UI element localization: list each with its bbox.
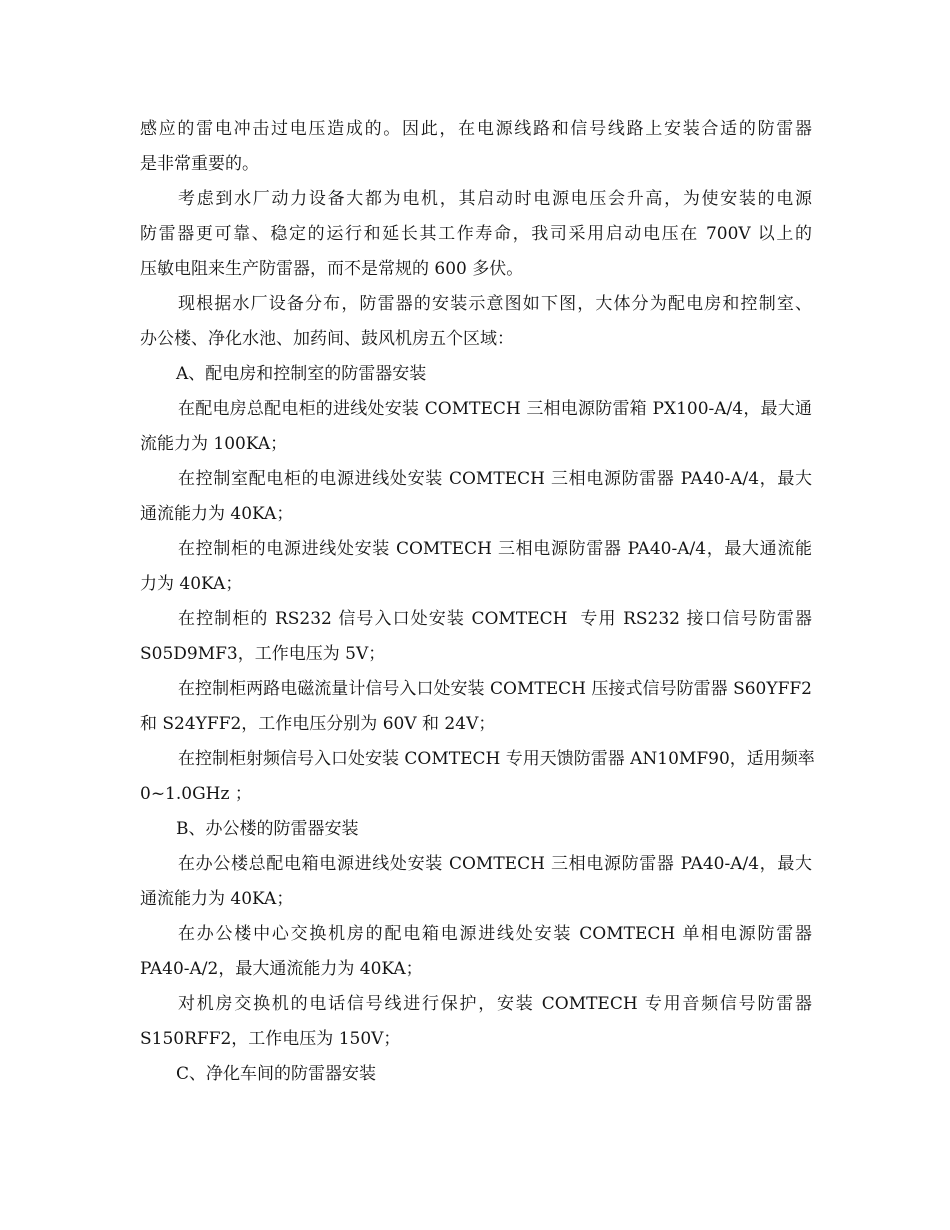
text-line: 在控制柜的 RS232 信号入口处安装 COMTECH 专用 RS232 接口信号防雷器 xyxy=(178,609,812,629)
section-heading: C、净化车间的防雷器安装 xyxy=(176,1064,377,1084)
text-line: 现根据水厂设备分布，防雷器的安装示意图如下图，大体分为配电房和控制室、 xyxy=(178,294,812,314)
text-line: 力为 40KA； xyxy=(140,574,243,594)
text-line: 防雷器更可靠、稳定的运行和延长其工作寿命，我司采用启动电压在 700V 以上的 xyxy=(140,224,812,244)
text-line: 感应的雷电冲击过电压造成的。因此，在电源线路和信号线路上安装合适的防雷器 xyxy=(140,119,812,139)
text-line: 在办公楼中心交换机房的配电箱电源进线处安装 COMTECH 单相电源防雷器 xyxy=(178,924,812,944)
text-line: 在控制柜的电源进线处安装 COMTECH 三相电源防雷器 PA40-A/4，最大通流能 xyxy=(178,539,812,559)
text-line: 0~1.0GHz ； xyxy=(140,784,252,804)
text-line: 在控制室配电柜的电源进线处安装 COMTECH 三相电源防雷器 PA40-A/4，最大 xyxy=(178,469,812,489)
section-heading: B、办公楼的防雷器安装 xyxy=(176,819,359,839)
text-line: PA40-A/2，最大通流能力为 40KA； xyxy=(140,959,423,979)
text-line: S150RFF2，工作电压为 150V； xyxy=(140,1029,401,1049)
text-line: 通流能力为 40KA； xyxy=(140,889,294,909)
text-line: 办公楼、净化水池、加药间、鼓风机房五个区域： xyxy=(140,329,514,349)
text-line: S05D9MF3，工作电压为 5V； xyxy=(140,644,386,664)
text-line: 压敏电阻来生产防雷器，而不是常规的 600 多伏。 xyxy=(140,259,524,279)
text-line: 在控制柜两路电磁流量计信号入口处安装 COMTECH 压接式信号防雷器 S60YFF2 xyxy=(178,679,812,699)
text-line: 考虑到水厂动力设备大都为电机，其启动时电源电压会升高，为使安装的电源 xyxy=(178,189,812,209)
section-heading: A、配电房和控制室的防雷器安装 xyxy=(176,364,427,384)
text-line: 是非常重要的。 xyxy=(140,154,259,174)
text-line: 和 S24YFF2，工作电压分别为 60V 和 24V； xyxy=(140,714,496,734)
text-line: 对机房交换机的电话信号线进行保护，安装 COMTECH 专用音频信号防雷器 xyxy=(178,994,812,1014)
text-line: 通流能力为 40KA； xyxy=(140,504,294,524)
text-line: 在办公楼总配电箱电源进线处安装 COMTECH 三相电源防雷器 PA40-A/4，最大 xyxy=(178,854,812,874)
text-line: 在控制柜射频信号入口处安装 COMTECH 专用天馈防雷器 AN10MF90，适用频率 xyxy=(178,749,815,769)
text-line: 在配电房总配电柜的进线处安装 COMTECH 三相电源防雷箱 PX100-A/4，最大通 xyxy=(178,399,812,419)
text-line: 流能力为 100KA； xyxy=(140,434,288,454)
